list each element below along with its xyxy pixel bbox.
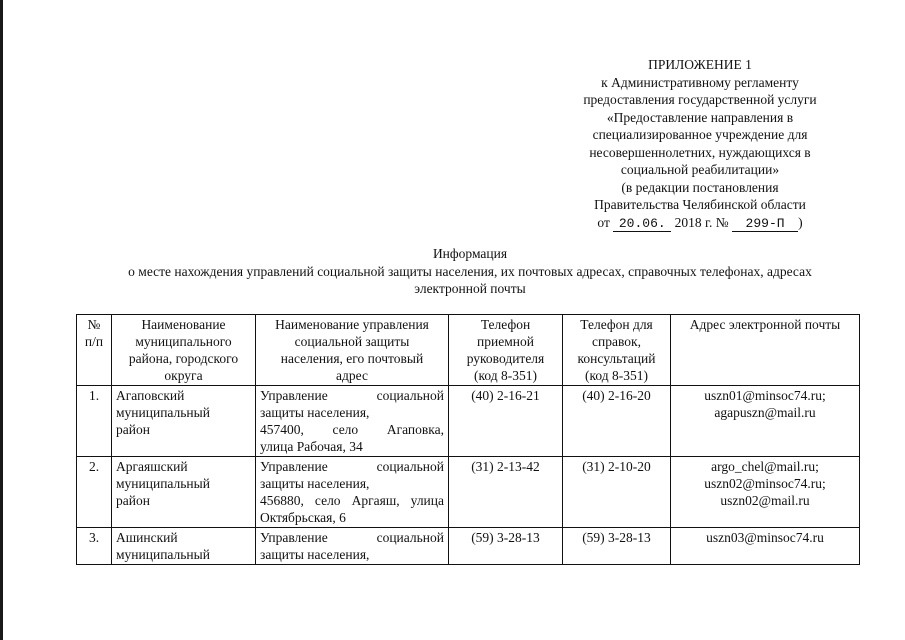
row-email [671, 386, 860, 457]
cell-line: argo_chel@mail.ru; [711, 459, 819, 474]
table-row [77, 457, 860, 528]
row-office [256, 528, 449, 565]
header-email [671, 315, 860, 386]
cell-line: Управление социальной [260, 388, 444, 403]
cell-line: Телефон для [580, 317, 653, 332]
heading-title: Информация [432, 246, 508, 261]
cell-line: Управление социальной [260, 530, 444, 545]
appendix-line: (в редакции постановления [621, 179, 779, 195]
row-district [112, 386, 256, 457]
header-phone-info [563, 315, 671, 386]
row-phone-info: (59) 3-28-13 [563, 528, 671, 565]
heading-subtitle-line: о месте нахождения управлений социальной защиты населения, их почтовых адресах, справочных телефонах, адресах [128, 263, 812, 279]
cell-line: Аргаяшский [116, 459, 188, 474]
cell-line: справок, [592, 334, 641, 349]
appendix-date-line [535, 214, 865, 232]
appendix-line: несовершеннолетних, нуждающихся в [589, 144, 811, 160]
cell-line: муниципальный [116, 547, 210, 562]
row-phone-head: (31) 2-13-42 [449, 457, 563, 528]
header-num [77, 315, 112, 386]
cell-line: Ашинский [116, 530, 178, 545]
row-district [112, 528, 256, 565]
table-row [77, 386, 860, 457]
page-left-edge [0, 0, 3, 640]
table-row [77, 528, 860, 565]
cell-line: район [116, 422, 150, 437]
decree-date: 20.06. [613, 217, 671, 232]
row-district [112, 457, 256, 528]
cell-line: района, городского [128, 351, 239, 366]
row-num: 2. [77, 457, 112, 528]
cell-line: uszn02@mail.ru [720, 493, 810, 508]
row-office [256, 386, 449, 457]
closing-paren: ) [798, 214, 803, 230]
appendix-title: ПРИЛОЖЕНИЕ 1 [648, 57, 752, 72]
header-office [256, 315, 449, 386]
cell-line: защиты населения, [260, 405, 370, 420]
cell-line: (код 8-351) [474, 368, 537, 383]
cell-line: адрес [336, 368, 368, 383]
row-phone-info: (40) 2-16-20 [563, 386, 671, 457]
cell-line: защиты населения, [260, 547, 370, 562]
cell-line: консультаций [577, 351, 656, 366]
offices-table [76, 314, 860, 565]
row-num: 1. [77, 386, 112, 457]
appendix-line: социальной реабилитации» [620, 162, 780, 177]
cell-line: Наименование [141, 317, 226, 332]
cell-line: улица Рабочая, 34 [260, 439, 363, 454]
cell-line: uszn03@minsoc74.ru [706, 530, 824, 545]
cell-line: защиты населения, [260, 476, 370, 491]
row-phone-head: (40) 2-16-21 [449, 386, 563, 457]
header-district [112, 315, 256, 386]
heading-subtitle-line: электронной почты [414, 281, 526, 296]
row-num: 3. [77, 528, 112, 565]
cell-line: agapuszn@mail.ru [714, 405, 816, 420]
cell-line: uszn01@minsoc74.ru; [704, 388, 826, 403]
cell-line: муниципальный [116, 476, 210, 491]
appendix-block [535, 56, 865, 232]
cell-line: округа [164, 368, 203, 383]
cell-line: (код 8-351) [585, 368, 648, 383]
row-email [671, 528, 860, 565]
cell-line: Адрес электронной почты [689, 317, 841, 332]
appendix-line: к Административному регламенту [601, 74, 799, 90]
appendix-line: предоставления государственной услуги [583, 92, 817, 107]
cell-line: руководителя [466, 351, 545, 366]
row-phone-head: (59) 3-28-13 [449, 528, 563, 565]
row-office [256, 457, 449, 528]
cell-line: муниципального [135, 334, 232, 349]
cell-line: п/п [84, 334, 104, 349]
cell-line: Октябрьская, 6 [260, 510, 346, 525]
appendix-line: специализированное учреждение для [592, 127, 808, 142]
decree-year: 2018 г. № [674, 214, 729, 230]
row-email [671, 457, 860, 528]
table-header-row [77, 315, 860, 386]
cell-line: приемной [477, 334, 534, 349]
header-phone-head [449, 315, 563, 386]
cell-line: муниципальный [116, 405, 210, 420]
row-phone-info: (31) 2-10-20 [563, 457, 671, 528]
cell-line: Управление социальной [260, 459, 444, 474]
cell-line: Телефон [480, 317, 531, 332]
cell-line: район [116, 493, 150, 508]
cell-line: населения, его почтовый [280, 351, 424, 366]
appendix-line: «Предоставление направления в [606, 109, 794, 125]
cell-line: Наименование управления [275, 317, 429, 332]
from-prefix: от [597, 214, 610, 230]
cell-line: № [87, 317, 101, 332]
appendix-line: Правительства Челябинской области [594, 197, 806, 212]
cell-line: социальной защиты [294, 334, 410, 349]
cell-line: 457400, село Агаповка, [260, 422, 444, 437]
cell-line: Агаповский [116, 388, 185, 403]
info-heading [60, 245, 880, 298]
cell-line: uszn02@minsoc74.ru; [704, 476, 826, 491]
decree-number: 299-П [732, 217, 798, 232]
cell-line: 456880, село Аргаяш, улица [260, 493, 444, 508]
